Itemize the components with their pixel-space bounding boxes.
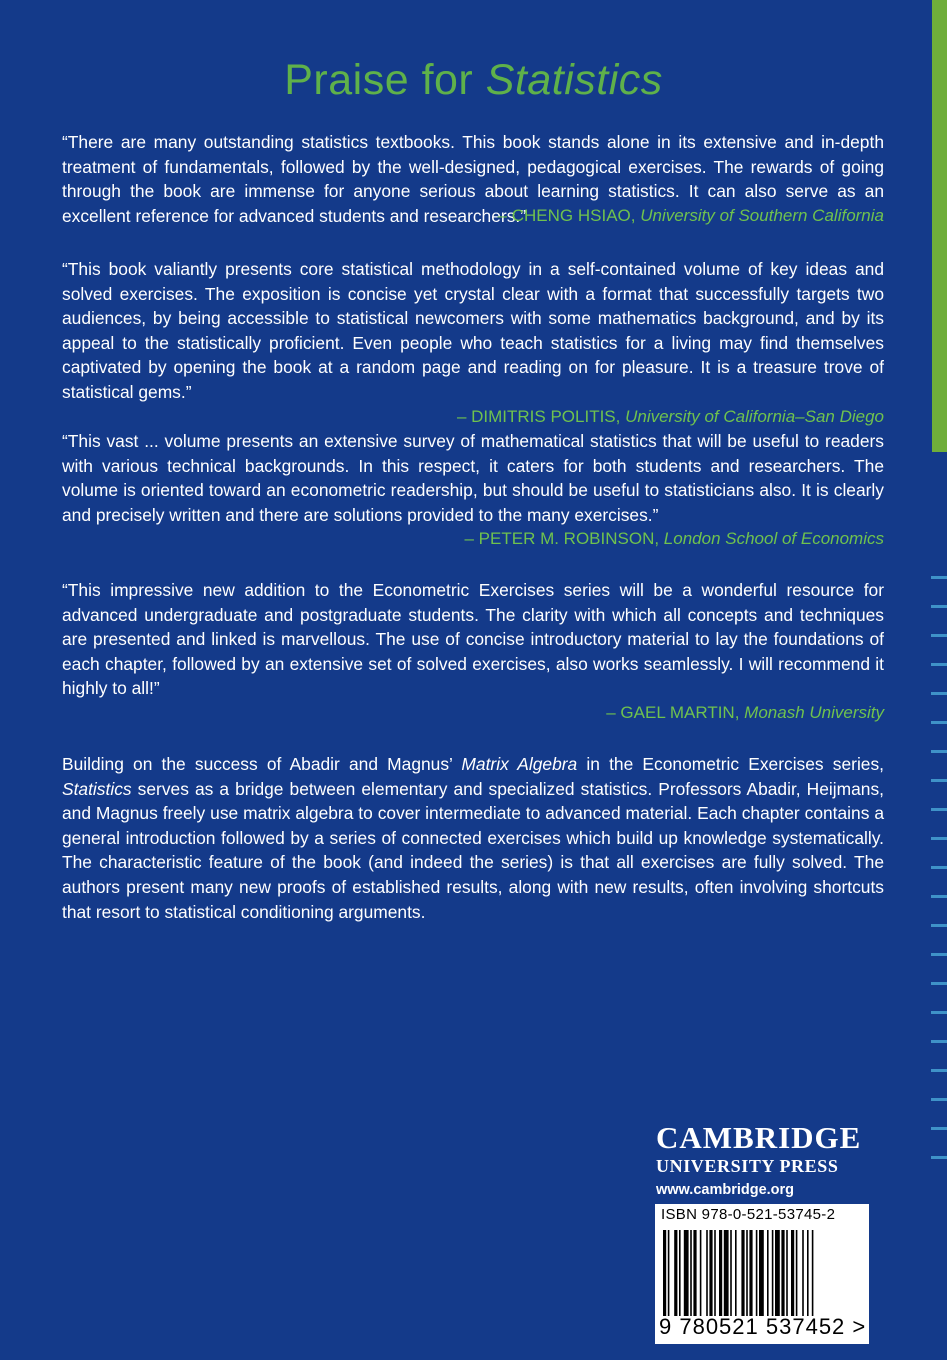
barcode-bar xyxy=(772,1230,774,1316)
blurb-italic: Matrix Algebra xyxy=(461,754,578,774)
quote-text: “This vast ... volume presents an extensive survey of mathematical statistics that will be useful to readers with various technical backgrounds. In this respect, it caters for both students and researchers. The volume is oriented toward an econometric readership, but should be useful to statisticians also. It is clearly and precisely written and there are solutions provided to the many exercises.” xyxy=(62,431,884,525)
quote-text: “This book valiantly presents core statistical methodology in a self-contained volume of key ideas and solved exercises. The exposition is concise yet crystal clear with a format that successfully targets two audiences, by being accessible to statistical newcomers with some mathematics background, and by its appeal to the statistically proficient. Even people who teach statistics for a living may find themselves captivated by opening the book at a random page and reading on for pleasure. It is a treasure trove of statistical gems.” xyxy=(62,259,884,402)
barcode-bar xyxy=(706,1230,708,1316)
quote-affiliation: London School of Economics xyxy=(663,529,884,549)
review-quote xyxy=(62,130,884,228)
barcode-bars xyxy=(663,1230,855,1316)
barcode-bar xyxy=(791,1230,794,1316)
review-quote xyxy=(62,429,884,552)
barcode-bar xyxy=(674,1230,677,1316)
publisher-url[interactable]: www.cambridge.org xyxy=(656,1182,795,1198)
quote-author: – PETER M. ROBINSON, xyxy=(464,529,664,549)
blurb-text: Building on the success of Abadir and Magnus’ xyxy=(62,754,462,774)
barcode-bar xyxy=(759,1230,764,1316)
publisher-name: CAMBRIDGE xyxy=(656,1120,862,1155)
quote-text: “This impressive new addition to the Econometric Exercises series will be a wonderful resource for advanced undergraduate and postgraduate students. The clarity with which all concepts and techniques are presented and linked is marvellous. The use of concise introductory material to lay the foundations of each chapter, followed by an extensive set of solved exercises, also works seamlessly. I will recommend it highly to all!” xyxy=(62,580,884,699)
quote-affiliation: University of Southern California xyxy=(640,205,884,225)
review-quote xyxy=(62,257,884,429)
barcode-bar xyxy=(812,1230,814,1316)
ean-number: 9 780521 537452 > xyxy=(659,1314,867,1339)
blurb-text: in the Econometric Exercises series, xyxy=(577,754,885,774)
barcode-bar xyxy=(741,1230,744,1316)
spine-tick-marks xyxy=(931,576,947,1176)
barcode-bar xyxy=(781,1230,784,1316)
publisher-logo xyxy=(656,1121,876,1198)
page-title xyxy=(0,56,947,105)
barcode-bar xyxy=(767,1230,769,1316)
barcode-bar xyxy=(668,1230,670,1316)
barcode-bar xyxy=(700,1230,702,1316)
quote-text: “There are many outstanding statistics textbooks. This book stands alone in its extensive and in-depth treatment of fundamentals, followed by the well-designed, pedagogical exercises. The rewards of going through the book are immense for anyone serious about learning statistics. It can also serve as an excellent reference for advanced students and researchers.” xyxy=(62,132,884,226)
barcode-bar xyxy=(786,1230,788,1316)
quote-attribution xyxy=(62,405,884,430)
barcode-bar xyxy=(807,1230,809,1316)
barcode-bar xyxy=(724,1230,729,1316)
barcode-bar xyxy=(693,1230,696,1316)
barcode-bar xyxy=(802,1230,804,1316)
barcode-bar xyxy=(730,1230,732,1316)
review-quote xyxy=(62,578,884,726)
barcode-bar xyxy=(679,1230,681,1316)
title-italic: Statistics xyxy=(485,56,663,104)
isbn-label: ISBN 978-0-521-53745-2 xyxy=(661,1206,836,1223)
barcode-bar xyxy=(749,1230,752,1316)
blurb-italic: Statistics xyxy=(62,778,132,799)
quote-affiliation: University of California–San Diego xyxy=(625,406,884,426)
quote-attribution xyxy=(62,701,884,726)
barcode-bar xyxy=(796,1230,798,1316)
quote-author: – CHENG HSIAO, xyxy=(497,205,641,225)
barcode-bar xyxy=(690,1230,692,1316)
quote-author: – DIMITRIS POLITIS, xyxy=(456,406,626,426)
blurb-text: serves as a bridge between elementary and specialized statistics. Professors Abadir, Heijmans, and Magnus freely use matrix algebra to cover intermediate to advanced material. Each chapter contains a general introduction followed by a series of connected exercises which build up knowledge systematically. The characteristic feature of the book (and indeed the series) is that all exercises are fully solved. The authors present many new proofs of established results, along with new results, often involving shortcuts that resort to statistical conditioning arguments. xyxy=(62,778,884,922)
barcode-bar xyxy=(746,1230,748,1316)
quote-affiliation: Monash University xyxy=(744,702,884,722)
barcode-bar xyxy=(714,1230,716,1316)
barcode-bar xyxy=(775,1230,780,1316)
book-description xyxy=(62,752,884,924)
publisher-press: UNIVERSITY PRESS xyxy=(656,1156,839,1176)
quote-attribution xyxy=(62,527,884,552)
barcode-bar xyxy=(719,1230,722,1316)
barcode-bar xyxy=(756,1230,758,1316)
quote-author: – GAEL MARTIN, xyxy=(606,702,745,722)
barcode-bar xyxy=(735,1230,737,1316)
barcode-bar xyxy=(709,1230,712,1316)
barcode-bar xyxy=(663,1230,666,1316)
barcode xyxy=(655,1204,869,1344)
barcode-bar xyxy=(684,1230,689,1316)
title-main: Praise for xyxy=(284,56,486,104)
